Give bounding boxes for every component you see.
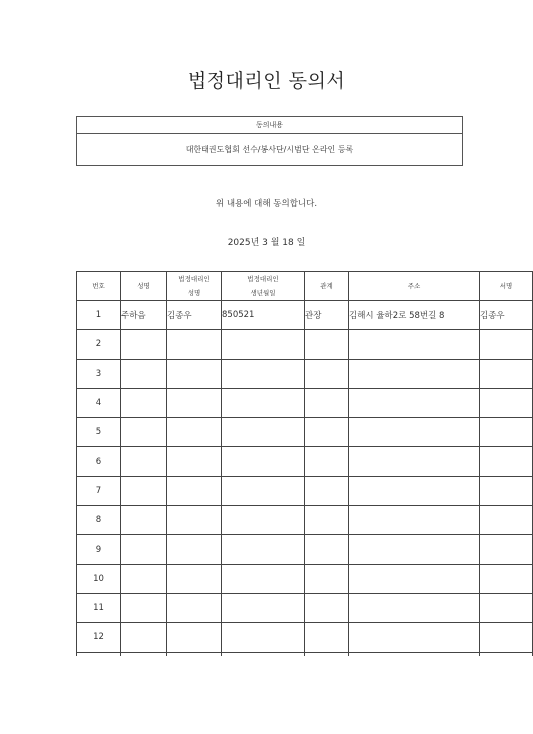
cell-name[interactable] <box>121 418 167 447</box>
cell-address[interactable] <box>349 447 480 476</box>
cell-guardian-birth[interactable] <box>222 388 305 417</box>
cell-guardian-name[interactable] <box>167 476 222 505</box>
cell-address[interactable] <box>349 506 480 535</box>
cell-guardian-birth[interactable] <box>222 623 305 652</box>
header-guardian-birth <box>222 272 305 301</box>
cell-guardian-birth[interactable] <box>222 506 305 535</box>
table-continuation-row <box>77 652 533 656</box>
cell-guardian-birth[interactable] <box>222 330 305 359</box>
cell-relation[interactable]: 관장 <box>305 301 349 330</box>
cell-guardian-birth[interactable] <box>222 564 305 593</box>
table-row <box>77 506 533 535</box>
cell-guardian-name[interactable] <box>167 388 222 417</box>
cell-name[interactable] <box>121 623 167 652</box>
cell-signature[interactable] <box>480 506 533 535</box>
tail-cell <box>305 652 349 656</box>
cell-no: 2 <box>77 330 121 359</box>
tail-cell <box>349 652 480 656</box>
document-title: 법정대리인 동의서 <box>187 70 346 92</box>
table-row <box>77 623 533 652</box>
cell-signature[interactable] <box>480 388 533 417</box>
cell-no: 3 <box>77 359 121 388</box>
cell-guardian-birth[interactable] <box>222 447 305 476</box>
cell-no: 6 <box>77 447 121 476</box>
consent-header: 동의내용 <box>77 117 462 134</box>
header-no: 번호 <box>77 272 121 301</box>
tail-cell <box>480 652 533 656</box>
cell-no: 11 <box>77 593 121 622</box>
cell-name[interactable]: 주하음 <box>121 301 167 330</box>
cell-name[interactable] <box>121 564 167 593</box>
cell-no: 5 <box>77 418 121 447</box>
cell-signature[interactable] <box>480 359 533 388</box>
table-row <box>77 476 533 505</box>
cell-address[interactable] <box>349 330 480 359</box>
header-relation: 관계 <box>305 272 349 301</box>
header-name: 성명 <box>121 272 167 301</box>
cell-no: 8 <box>77 506 121 535</box>
table-row <box>77 359 533 388</box>
cell-guardian-name[interactable] <box>167 359 222 388</box>
cell-signature[interactable] <box>480 535 533 564</box>
cell-guardian-birth[interactable] <box>222 418 305 447</box>
cell-guardian-birth[interactable] <box>222 593 305 622</box>
cell-signature[interactable] <box>480 447 533 476</box>
tail-cell <box>77 652 121 656</box>
guardian-table <box>76 271 533 656</box>
cell-address[interactable] <box>349 564 480 593</box>
table-row <box>77 535 533 564</box>
cell-relation[interactable] <box>305 623 349 652</box>
cell-name[interactable] <box>121 476 167 505</box>
cell-relation[interactable] <box>305 593 349 622</box>
cell-relation[interactable] <box>305 418 349 447</box>
table-row <box>77 418 533 447</box>
header-signature: 서명 <box>480 272 533 301</box>
cell-no: 9 <box>77 535 121 564</box>
cell-relation[interactable] <box>305 535 349 564</box>
cell-guardian-name[interactable] <box>167 593 222 622</box>
cell-address[interactable] <box>349 388 480 417</box>
cell-name[interactable] <box>121 593 167 622</box>
table-row <box>77 564 533 593</box>
cell-no: 10 <box>77 564 121 593</box>
agreement-statement: 위 내용에 대해 동의합니다. <box>215 199 318 209</box>
cell-signature[interactable] <box>480 623 533 652</box>
cell-signature[interactable] <box>480 564 533 593</box>
table-row <box>77 388 533 417</box>
tail-cell <box>222 652 305 656</box>
cell-guardian-name[interactable] <box>167 623 222 652</box>
cell-name[interactable] <box>121 330 167 359</box>
cell-relation[interactable] <box>305 330 349 359</box>
date-line: 2025년 3 월 18 일 <box>227 238 306 248</box>
cell-relation[interactable] <box>305 447 349 476</box>
cell-guardian-name[interactable]: 김종우 <box>167 301 222 330</box>
table-row <box>77 301 533 330</box>
cell-signature[interactable] <box>480 476 533 505</box>
cell-guardian-birth[interactable] <box>222 535 305 564</box>
cell-name[interactable] <box>121 535 167 564</box>
cell-guardian-name[interactable] <box>167 447 222 476</box>
cell-relation[interactable] <box>305 506 349 535</box>
cell-guardian-name[interactable] <box>167 330 222 359</box>
tail-cell <box>121 652 167 656</box>
cell-guardian-birth[interactable]: 850521 <box>222 301 305 330</box>
consent-box <box>76 116 463 166</box>
table-row <box>77 593 533 622</box>
cell-signature[interactable] <box>480 330 533 359</box>
header-guardian-birth-line2: 생년월일 <box>250 289 276 297</box>
cell-no: 7 <box>77 476 121 505</box>
cell-name[interactable] <box>121 447 167 476</box>
cell-name[interactable] <box>121 388 167 417</box>
cell-relation[interactable] <box>305 476 349 505</box>
cell-relation[interactable] <box>305 564 349 593</box>
cell-guardian-birth[interactable] <box>222 476 305 505</box>
tail-cell <box>167 652 222 656</box>
table-row <box>77 447 533 476</box>
cell-no: 4 <box>77 388 121 417</box>
header-guardian-name-line2: 성명 <box>187 289 201 297</box>
header-address: 주소 <box>349 272 480 301</box>
cell-address[interactable]: 김해시 율하2로 58번길 8 <box>349 301 480 330</box>
table-header-row <box>77 272 533 301</box>
cell-signature[interactable] <box>480 593 533 622</box>
cell-guardian-name[interactable] <box>167 418 222 447</box>
cell-name[interactable] <box>121 506 167 535</box>
consent-content: 대한태권도협회 선수/봉사단/시범단 온라인 등록 <box>185 145 354 154</box>
cell-relation[interactable] <box>305 359 349 388</box>
cell-address[interactable] <box>349 476 480 505</box>
cell-name[interactable] <box>121 359 167 388</box>
cell-address[interactable] <box>349 593 480 622</box>
cell-signature[interactable]: 김종우 <box>480 301 533 330</box>
header-guardian-birth-line1: 법정대리인 <box>247 275 279 283</box>
header-guardian-name-line1: 법정대리인 <box>178 275 210 283</box>
cell-address[interactable] <box>349 359 480 388</box>
table-row <box>77 330 533 359</box>
cell-no: 1 <box>77 301 121 330</box>
header-guardian-name <box>167 272 222 301</box>
cell-guardian-name[interactable] <box>167 535 222 564</box>
cell-address[interactable] <box>349 418 480 447</box>
cell-guardian-name[interactable] <box>167 564 222 593</box>
cell-guardian-birth[interactable] <box>222 359 305 388</box>
cell-address[interactable] <box>349 623 480 652</box>
cell-address[interactable] <box>349 535 480 564</box>
cell-signature[interactable] <box>480 418 533 447</box>
cell-relation[interactable] <box>305 388 349 417</box>
cell-no: 12 <box>77 623 121 652</box>
cell-guardian-name[interactable] <box>167 506 222 535</box>
